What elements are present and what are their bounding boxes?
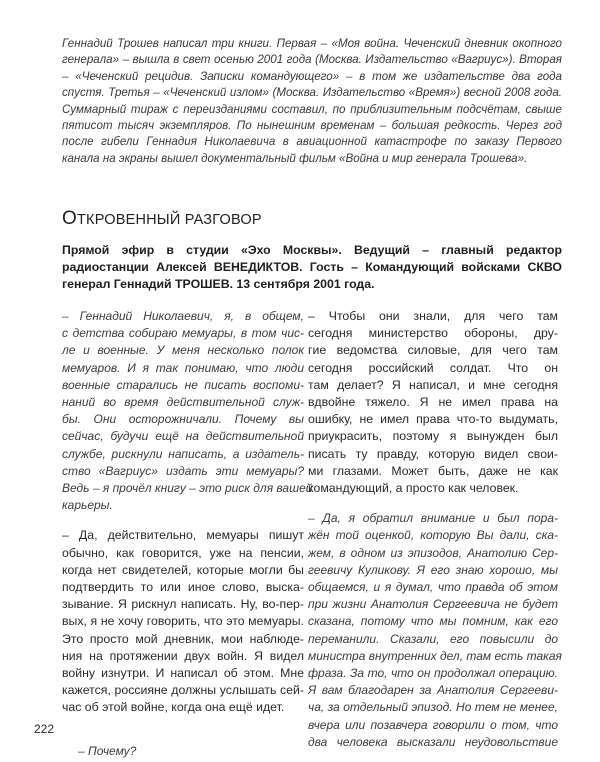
text-line: писать ту правду, которую видел свои- [308,446,558,461]
answer-paragraph-2 [308,308,558,497]
text-line: вчера или позавчера говорили о том, что [308,717,558,732]
lead-paragraph: Прямой эфир в студии «Эхо Москвы». Ведущий – главный редактор радиостанции Алексей ВЕНЕДИКТОВ. Гость – Командующий войсками СКВО генерал Геннадий ТРОШЕВ. 13 сентября 2001 года. [62,243,562,292]
text-line: сегодня российский солдат. Что он [308,360,558,375]
section-title-rest: ТКРОВЕННЫЙ РАЗГОВОР [76,212,262,228]
text-line: вдвойне тяжело. Я не имел права на [308,395,558,410]
text-line: приукрасить, поэтому я вынужден был [308,429,558,444]
text-line: ния на протяжении двух войн. Я видел [62,648,304,663]
right-column [308,308,562,751]
text-line: обычно, как говорится, уже на пенсии, [62,545,304,560]
text-line: геевичу Куликову. Я его знаю хорошо, мы [308,562,558,577]
text-line: – Да, действительно, мемуары пишут [62,528,304,543]
text-line: ле и военные. У меня несколько полок [62,343,304,358]
text-line: Я вам благодарен за Анатолия Сергееви- [308,683,558,698]
question-paragraph-3 [308,510,562,751]
text-line: – Почему? [78,743,137,758]
text-line: сказана, потому что мы помним, как его [308,614,558,629]
text-line: при жизни Анатолия Сергеевича не будет [308,597,558,612]
text-line: с детства собираю мемуары, в том чис- [62,326,304,341]
text-line: зывание. Я рискнул написать. Ну, во-пер- [62,597,304,612]
left-column [62,308,313,760]
text-line: ча, за отдельный эпизод. Но тем не менее, [308,700,558,715]
text-line: кажется, россияне должны услышать сей- [62,683,304,698]
text-line: ми глазами. Может быть, даже не как [308,463,558,478]
text-line: жён той оценкой, которую Вы дали, ска- [308,528,558,543]
text-line: – Да, я обратил внимание и был пора- [308,511,558,526]
text-line: переманили. Сказали, его повысили до [308,631,558,646]
text-line: мемуаров. И я так понимаю, что люди [62,360,304,375]
text-line: ство «Вагриус» издать эти мемуары? [62,463,304,478]
text-line: общаемся, и я думал, что правда об этом [308,580,558,595]
section-title [62,208,262,230]
text-line: войну изнутри. И написал об этом. Мне [62,666,304,681]
page-number: 222 [34,722,55,736]
text-line: сейчас, будучи ещё на действительной [62,429,304,444]
text-line: бы. Они осторожничали. Почему вы [62,412,304,427]
text-line: два человека высказали неудовольствие [308,734,558,749]
text-line: ошибку, не имел права что-то выдумать, [308,412,558,427]
text-line: Это просто мой дневник, мои наблюде- [62,631,304,646]
text-line: наний во время действительной служ- [62,395,304,410]
text-line: военные старались не писать воспоми- [62,377,304,392]
answer-paragraph-1 [62,527,304,716]
text-line: Ведь – я прочёл книгу – это риск для вашей [62,481,313,496]
text-line: там делает? Я написал, и мне сегодня [308,377,558,392]
text-line: подтвердить то или иное слово, выска- [62,580,304,595]
text-line: – Геннадий Николаевич, я, в общем, [62,309,304,323]
text-line: вых, я не хочу говорить, что это мемуары. [62,614,304,629]
section-title-initial: О [62,208,77,229]
text-line: час об этой войне, когда она ещё идет. [62,700,285,715]
text-line: гие ведомства силовые, для чего там [308,343,558,358]
text-line: – Чтобы они знали, для чего там [308,309,558,323]
text-line: сегодня министерство обороны, дру- [308,326,558,341]
text-line: фраза. За то, что он продолжал операцию. [308,666,558,681]
text-line: жем, в одном из эпизодов, Анатолию Сер- [308,545,558,560]
text-line: когда нет свидетелей, которые могли бы [62,562,304,577]
intro-paragraph: Геннадий Трошев написал три книги. Первая – «Моя война. Чеченский дневник окопного генерала» – вышла в свет осенью 2001 года (Москва. Издательство «Вагриус»). Вторая – «Чеченский рецидив. Записки командующего» – в том же издательстве два года спустя. Третья – «Чеченский излом» (Москва. Издательство «Время») весной 2008 года. Суммарный тираж с переизданиями составил, по приблизительным подсчётам, свыше пятисот тысяч экземпляров. По нынешним временам – большая редкость. Через год после гибели Геннадия Николаевича в авиационной катастрофе по заказу Первого канала на экраны вышел документальный фильм «Война и мир генерала Трошева». [62,37,562,165]
question-paragraph-1 [62,308,313,514]
text-line: службе, рискнули написать, а издатель- [62,446,304,461]
question-paragraph-2 [62,743,304,760]
text-line: карьеры. [62,498,113,513]
text-line: командующий, а просто как человек. [308,481,519,496]
text-line: министра внутренних дел, там есть такая [308,648,562,663]
